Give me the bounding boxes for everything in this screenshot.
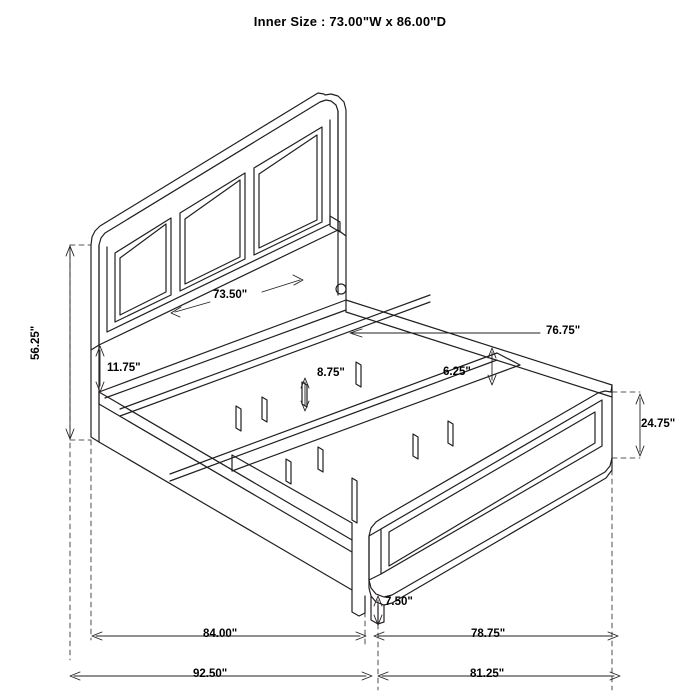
dim-label-78-75: 78.75" (471, 628, 506, 640)
footboard-outline (369, 385, 612, 605)
dim-label-73-50: 73.50" (213, 289, 248, 301)
page-title: Inner Size : 73.00"W x 86.00"D (253, 14, 447, 29)
headboard-outline (91, 93, 346, 350)
dim-label-92-50: 92.50" (193, 668, 228, 680)
dim-label-56-25: 56.25" (30, 325, 42, 360)
dim-11-75 (96, 346, 104, 392)
dim-label-7-50: 7.50" (385, 596, 413, 608)
dim-label-8-75: 8.75" (317, 367, 345, 379)
dim-label-24-75: 24.75" (641, 418, 676, 430)
dim-76-75 (350, 329, 540, 337)
dim-label-81-25: 81.25" (470, 668, 505, 680)
center-support-slats (236, 362, 453, 523)
dim-label-11-75: 11.75" (107, 362, 141, 374)
dim-56-25 (66, 246, 74, 439)
dim-label-6-25: 6.25" (443, 366, 471, 378)
dim-label-84-00: 84.00" (203, 628, 238, 640)
bed-frame-rails (99, 295, 612, 590)
dim-label-76-75: 76.75" (546, 325, 581, 337)
